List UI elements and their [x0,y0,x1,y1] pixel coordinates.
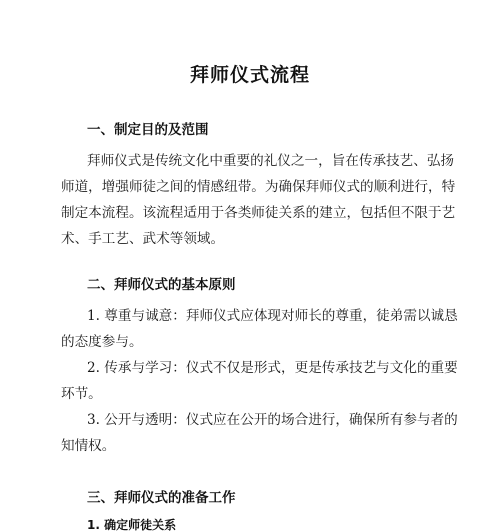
list-item-line: 环节。 [61,386,102,402]
section-heading: 一、制定目的及范围 [87,122,209,138]
page-title: 拜师仪式流程 [189,64,310,86]
list-item-line: 2. 传承与学习：仪式不仅是形式，更是传承技艺与文化的重要 [87,360,458,376]
section-heading: 二、拜师仪式的基本原则 [87,277,236,293]
paragraph-line: 师道，增强师徒之间的情感纽带。为确保拜师仪式的顺利进行，特 [61,179,456,195]
section-basic-principles [61,273,458,459]
section-heading: 三、拜师仪式的准备工作 [87,490,236,506]
list-item-line: 知情权。 [61,438,116,454]
paragraph-line: 制定本流程。该流程适用于各类师徒关系的建立，包括但不限于艺 [61,205,456,221]
list-item [61,303,458,355]
list-item [61,355,458,407]
section-purpose-scope [61,118,456,252]
principles-list [61,303,458,459]
paragraph-line: 术、手工艺、武术等领域。 [61,231,225,247]
list-item-line: 3. 公开与透明：仪式应在公开的场合进行，确保所有参与者的 [87,412,458,428]
partial-list-item: 1. 确定师徒关系 [87,518,177,532]
paragraph-line: 拜师仪式是传统文化中重要的礼仪之一，旨在传承技艺、弘扬 [87,153,455,169]
list-item-line: 1. 尊重与诚意：拜师仪式应体现对师长的尊重，徒弟需以诚恳 [87,308,458,324]
section-paragraph [61,148,456,252]
section-preparation [87,486,439,532]
list-item [61,407,458,459]
list-item-line: 的态度参与。 [61,334,143,350]
